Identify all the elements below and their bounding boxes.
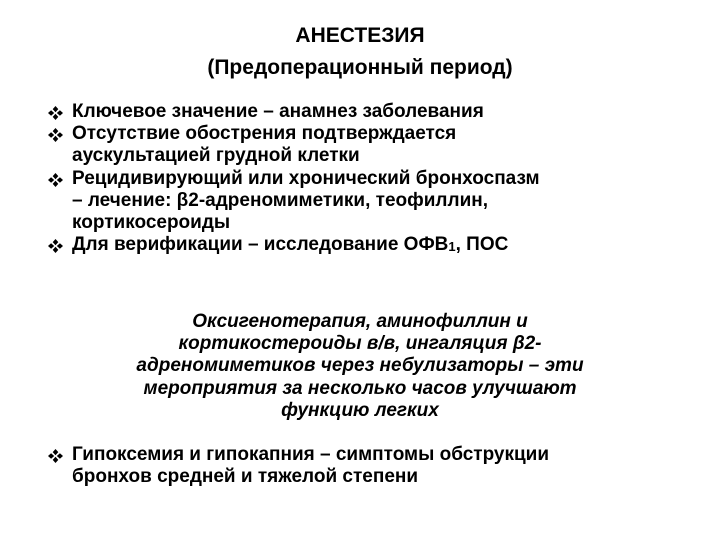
note-line: Оксигенотерапия, аминофиллин и — [192, 311, 528, 332]
diamond-quad-bullet-icon — [48, 444, 66, 466]
bullet-text: аускультацией грудной клетки — [72, 145, 360, 167]
bullet-text-prefix: Для верификации – исследование ОФВ — [72, 234, 449, 256]
bullet-text: Рецидивирующий или хронический бронхоспазм — [72, 167, 540, 189]
bullet-text — [72, 234, 695, 258]
diamond-quad-bullet-icon — [48, 101, 66, 123]
title-line-1: АНЕСТЕЗИЯ — [295, 24, 425, 47]
bullet-text: Гипоксемия и гипокапния – симптомы обструкции — [72, 444, 550, 465]
title-line-2: (Предоперационный период) — [207, 56, 513, 79]
note-line: адреномиметиков через небулизаторы – эти — [136, 355, 584, 377]
bullet-list — [45, 101, 695, 258]
diamond-quad-bullet-icon — [48, 168, 66, 190]
diamond-quad-bullet-icon — [48, 234, 66, 256]
bullet-list-bottom — [45, 444, 695, 488]
bullet-item — [45, 168, 695, 235]
subscript-text: 1 — [448, 239, 456, 255]
bullet-text-suffix: , ПОС — [455, 234, 509, 256]
note-line: кортикостероиды в/в, ингаляция β2- — [178, 333, 542, 355]
note-line: функцию легких — [281, 399, 439, 421]
bullet-text: Отсутствие обострения подтверждается — [72, 123, 457, 145]
bullet-item — [45, 234, 695, 258]
bullet-text: бронхов средней и тяжелой степени — [72, 466, 419, 488]
note-line: мероприятия за несколько часов улучшают — [143, 377, 577, 399]
bullet-item — [45, 101, 695, 123]
bullet-item — [45, 444, 695, 488]
bullet-text: кортикосероиды — [72, 212, 231, 234]
bullet-item — [45, 123, 695, 167]
diamond-quad-bullet-icon — [48, 123, 66, 145]
slide-title — [0, 20, 720, 84]
bullet-text: – лечение: β2-адреномиметики, теофиллин, — [72, 189, 489, 211]
italic-note — [80, 311, 640, 422]
bullet-text: Ключевое значение – анамнез заболевания — [72, 101, 484, 122]
